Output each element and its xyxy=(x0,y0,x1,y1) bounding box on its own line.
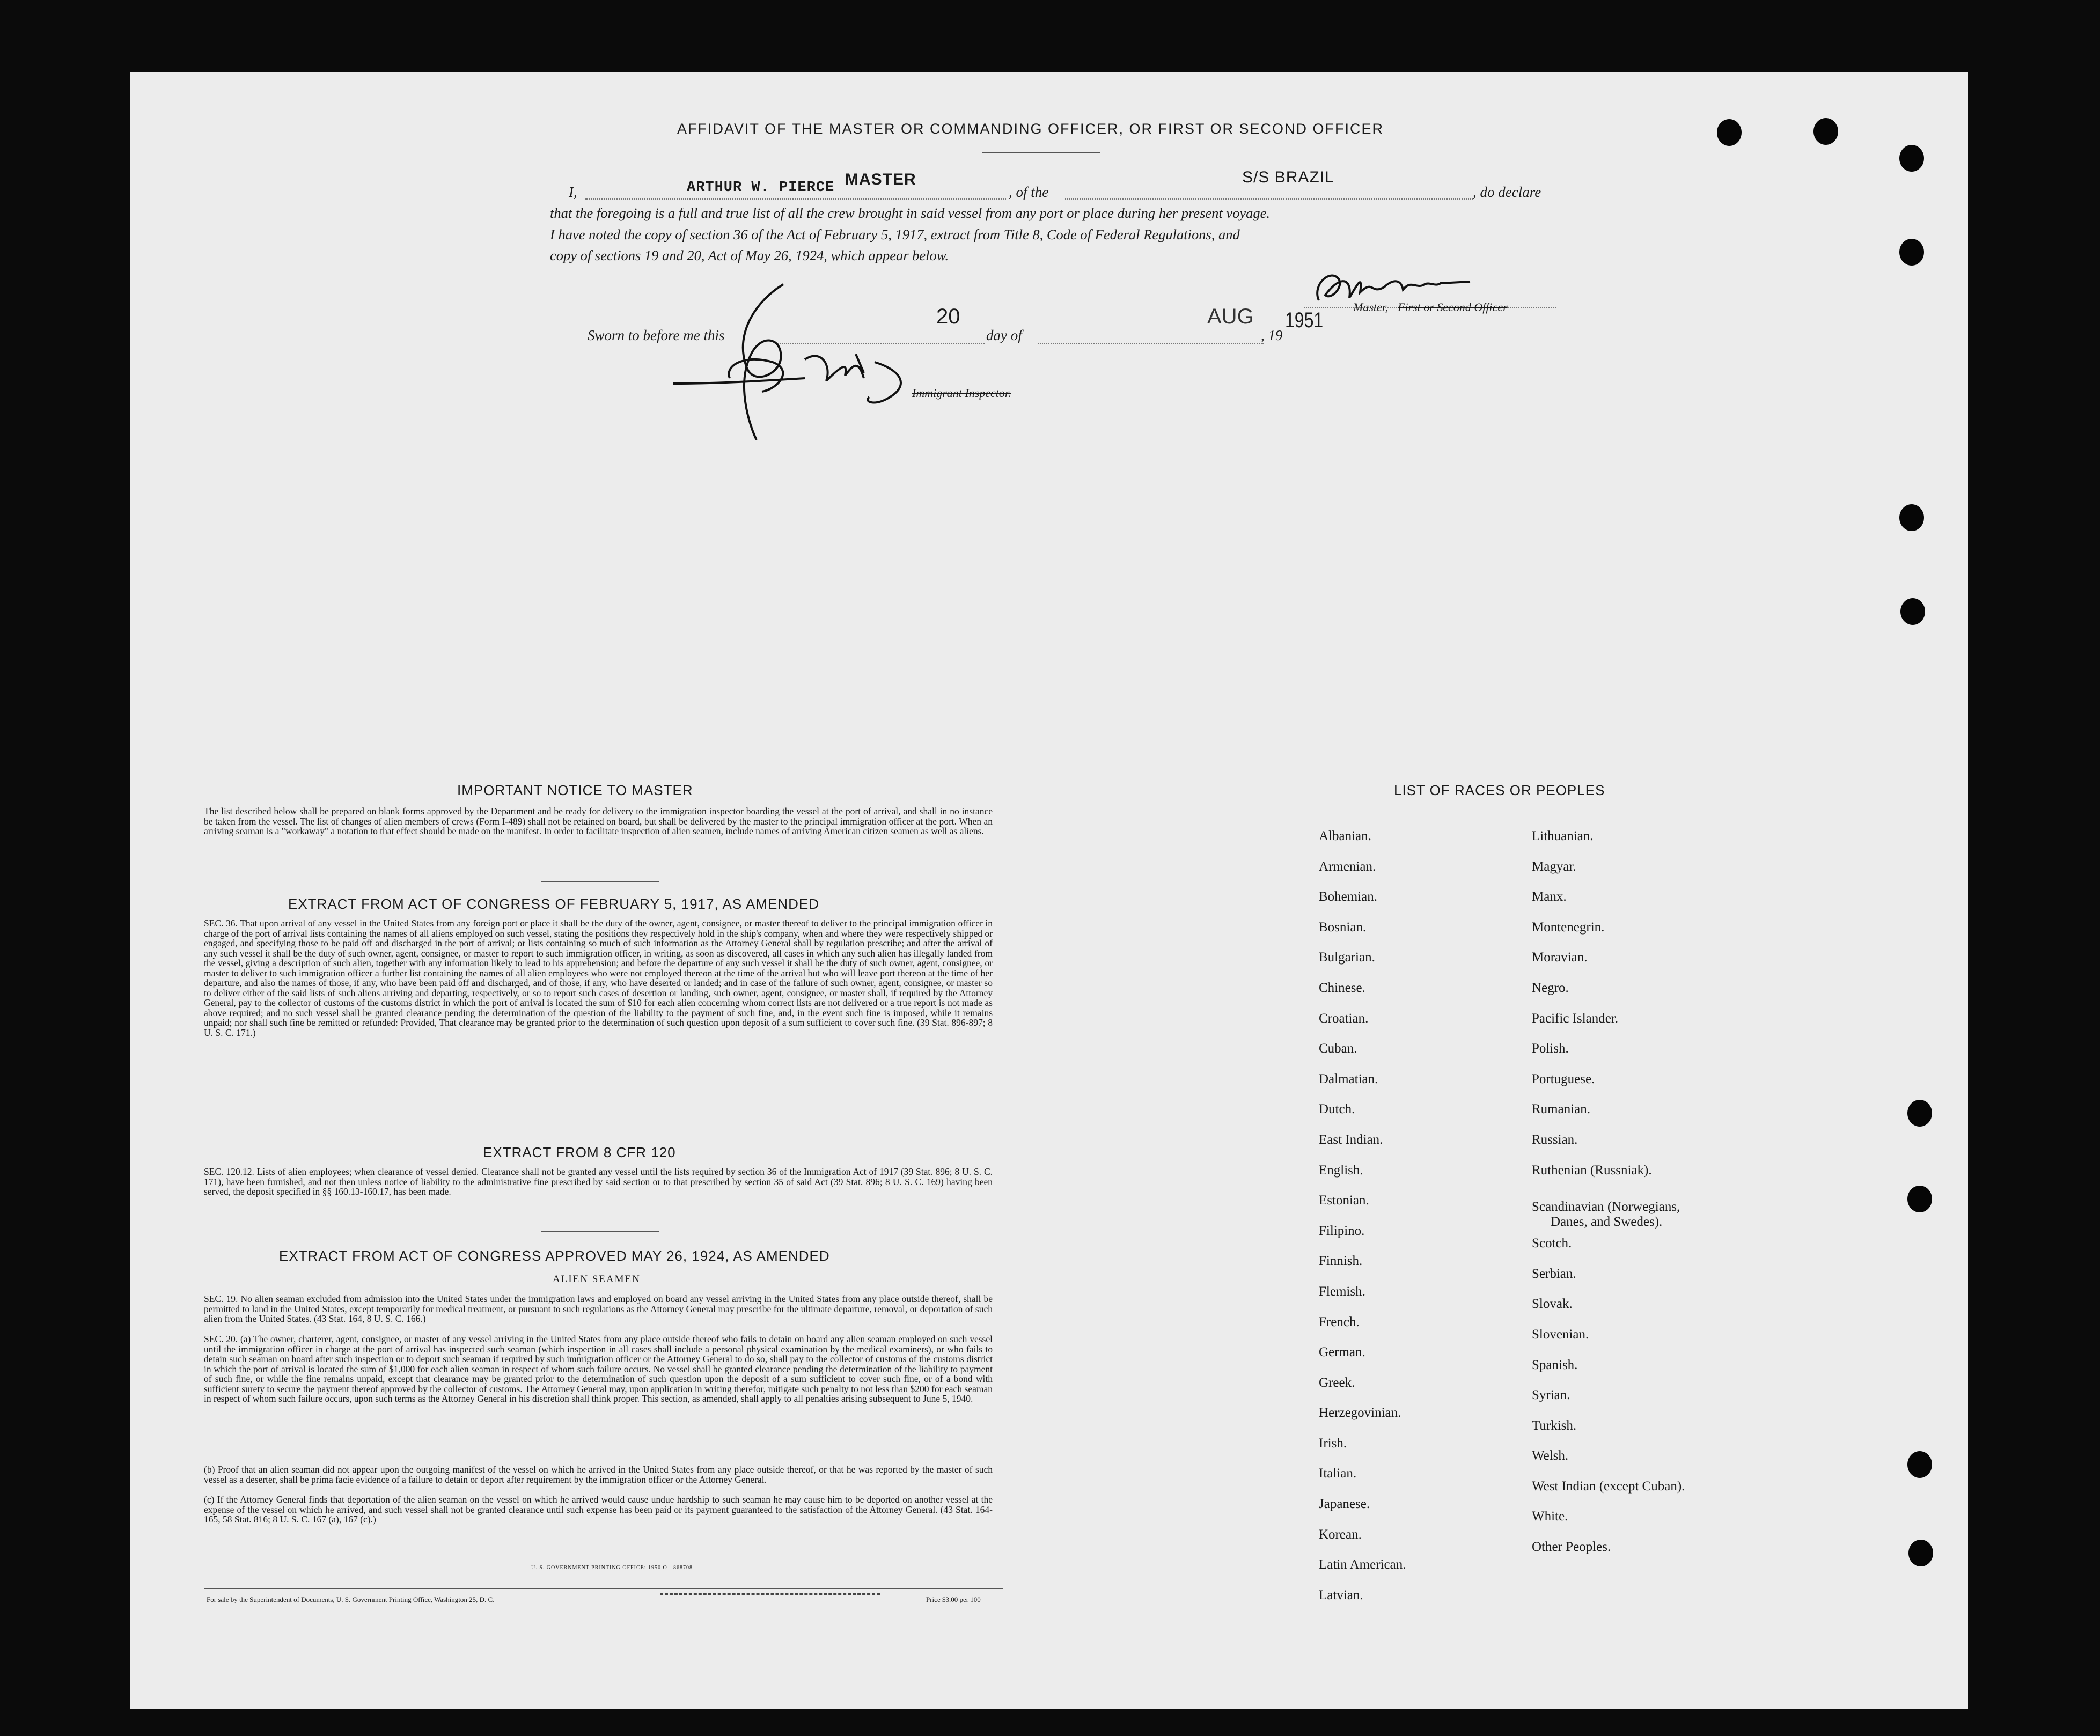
race-item: Polish. xyxy=(1532,1041,1569,1056)
race-item: Estonian. xyxy=(1319,1193,1369,1208)
i-label: I, xyxy=(569,184,577,200)
races-title: LIST OF RACES OR PEOPLES xyxy=(1394,782,1605,798)
vessel-name: S/S BRAZIL xyxy=(1242,168,1334,186)
race-item: Korean. xyxy=(1319,1527,1362,1542)
race-item: Irish. xyxy=(1319,1436,1347,1451)
name-field-line xyxy=(585,198,1006,200)
race-item: English. xyxy=(1319,1163,1363,1178)
race-item: Pacific Islander. xyxy=(1532,1011,1619,1026)
race-item: French. xyxy=(1319,1314,1360,1329)
race-item: Syrian. xyxy=(1532,1388,1570,1403)
race-item: Japanese. xyxy=(1319,1497,1370,1512)
year-prefix: , 19 xyxy=(1261,327,1283,343)
footer-dashes xyxy=(660,1593,880,1595)
punch-hole-4 xyxy=(1899,239,1924,266)
affidavit-line-2: that the foregoing is a full and true list of all the crew brought in said vessel from any port or place during her present voyage. xyxy=(550,205,1271,221)
race-item: Slovak. xyxy=(1532,1297,1573,1312)
affidavit-title: AFFIDAVIT OF THE MASTER OR COMMANDING OFFICER, OR FIRST OR SECOND OFFICER xyxy=(677,121,1384,137)
race-item: Lithuanian. xyxy=(1532,829,1594,843)
race-item: Bulgarian. xyxy=(1319,950,1375,965)
race-item: Ruthenian (Russniak). xyxy=(1532,1163,1652,1178)
footer-rule xyxy=(204,1588,1003,1589)
races-right-column xyxy=(1532,829,1685,1570)
race-item: West Indian (except Cuban). xyxy=(1532,1478,1685,1494)
sworn-day: 20 xyxy=(936,305,960,328)
extract-cfr-title: EXTRACT FROM 8 CFR 120 xyxy=(483,1144,676,1160)
race-item: German. xyxy=(1319,1345,1365,1360)
race-item: Bohemian. xyxy=(1319,889,1378,904)
race-item: Scandinavian (Norwegians, xyxy=(1532,1200,1680,1215)
race-item: White. xyxy=(1532,1509,1568,1524)
master-name: ARTHUR W. PIERCE xyxy=(687,180,835,196)
inspector-signature xyxy=(671,268,950,451)
sworn-year: 1951 xyxy=(1285,308,1324,332)
punch-hole-9 xyxy=(1907,1451,1932,1478)
punch-hole-6 xyxy=(1900,598,1925,625)
sworn-label: Sworn to before me this xyxy=(588,327,725,343)
race-item: Cuban. xyxy=(1319,1041,1357,1056)
punch-hole-5 xyxy=(1899,504,1924,531)
race-item: Dutch. xyxy=(1319,1102,1355,1117)
race-item: Scotch. xyxy=(1532,1236,1572,1251)
printer-imprint: U. S. GOVERNMENT PRINTING OFFICE: 1950 O - 868708 xyxy=(531,1565,693,1571)
race-item: Dalmatian. xyxy=(1319,1071,1378,1086)
race-item: Other Peoples. xyxy=(1532,1540,1611,1555)
punch-hole-3 xyxy=(1899,145,1924,172)
race-item: Serbian. xyxy=(1532,1266,1576,1281)
extract-1924-sec20a: SEC. 20. (a) The owner, charterer, agent, consignee, or master of any vessel arriving in the United States from any place outside thereof who fails to detain on board any alien seaman employed on such vessel until the immigration officer in charge at the port of arrival has inspected such seaman (which inspection in all cases shall include a personal physical examination by the medical examiners), or who fails to detain such seaman on board after such inspection or to deport such seaman if required by such immigration officer or the Attorney General to do so, shall pay to the collector of customs of the customs district in which the port of arrival is located the sum of $1,000 for each alien seaman in respect of whom such failure occurs. No vessel shall be granted clearance pending the determination of the liability to payment of such fine, or while the fine remains unpaid, except that clearance may be granted prior to the determination of such question upon the deposit of a sum sufficient to cover such fine, or of a bond with sufficient surety to secure the payment thereof approved by the collector of customs. The Attorney General may, upon application in writing therefor, mitigate such penalty to not less than $200 for each seaman in respect of whom such failure occurs, upon such terms as the Attorney General in his discretion shall think proper. This section, as amended, shall apply to all penalties arising subsequent to June 5, 1940. xyxy=(204,1334,993,1404)
notice-title: IMPORTANT NOTICE TO MASTER xyxy=(457,782,693,798)
cfr-rule xyxy=(541,1231,659,1232)
do-declare-label: , do declare xyxy=(1473,184,1541,200)
extract-1924-sec20c: (c) If the Attorney General finds that deportation of the alien seaman on the vessel on which he arrived would cause undue hardship to such seaman he may cause him to be deported on another vessel at the expense of the vessel on which he arrived, and such vessel shall not be granted clearance until such expense has been paid or its payment guaranteed to the satisfaction of the Attorney General. (43 Stat. 164-165, 58 Stat. 816; 8 U. S. C. 167 (a), 167 (c).) xyxy=(204,1494,993,1525)
race-item: East Indian. xyxy=(1319,1132,1383,1147)
inspector-title: Immigrant Inspector. xyxy=(912,386,1011,400)
races-left-column xyxy=(1319,829,1406,1618)
race-item: Greek. xyxy=(1319,1375,1355,1390)
extract-1924-title: EXTRACT FROM ACT OF CONGRESS APPROVED MAY 26, 1924, AS AMENDED xyxy=(279,1248,830,1264)
race-item: Latvian. xyxy=(1319,1587,1363,1602)
race-item: Rumanian. xyxy=(1532,1102,1591,1117)
month-field-line xyxy=(1038,343,1264,344)
of-the-label: , of the xyxy=(1009,184,1049,200)
race-item: Moravian. xyxy=(1532,950,1588,965)
race-item: Herzegovinian. xyxy=(1319,1406,1401,1421)
struck-officer-title: First or Second Officer xyxy=(1398,300,1508,314)
master-capacity: MASTER xyxy=(845,171,916,188)
race-item: Armenian. xyxy=(1319,859,1376,874)
race-item: Italian. xyxy=(1319,1466,1357,1481)
vessel-field-line xyxy=(1065,198,1473,200)
punch-hole-10 xyxy=(1908,1540,1933,1566)
race-item: Filipino. xyxy=(1319,1223,1365,1238)
race-item: Russian. xyxy=(1532,1132,1578,1147)
punch-hole-8 xyxy=(1907,1186,1932,1212)
extract-1917-text: SEC. 36. That upon arrival of any vessel in the United States from any foreign port or place it shall be the duty of the owner, agent, consignee, or master thereof to deliver to the principal immigration officer in charge of the port of arrival lists containing the names of all aliens employed on such vessel, stating the positions they respectively hold in the ship's company, when and where they were respectively shipped or engaged, and specifying those to be paid off and discharged in the port of arrival; or lists containing so much of such information as the Attorney General shall by regulation prescribe; and after the arrival of any such vessel it shall be the duty of such owner, agent, consignee, or master to report to such immigration officer, in writing, as soon as discovered, all cases in which any such alien has illegally landed from the vessel, giving a description of such alien, together with any information likely to lead to his apprehension; and before the departure of any such vessel it shall be the duty of such owner, agent, consignee, or master to deliver to such immigration officer a further list containing the names of all alien employees who were not employed thereon at the time of the arrival but who will leave port thereon at the time of her departure, and also the names of those, if any, who have been paid off and discharged, and of those, if any, who have deserted or landed; and in case of the failure of such owner, agent, consignee, or master so to deliver either of the said lists of such aliens arriving and departing, respectively, or so to report such cases of desertion or landing, such owner, agent, consignee, or master shall, if required by the Attorney General, pay to the collector of customs of the customs district in which the port of arrival is located the sum of $10 for each alien concerning whom correct lists are not delivered or a true report is not made as above required; and no such vessel shall be granted clearance pending the determination of the question of the liability to the payment of such fine, and, in the event such fine is imposed, while it remains unpaid; nor shall such fine be remitted or refunded: Provided, That clearance may be granted prior to the determination of such question upon deposit of a sum sufficient to cover such fine. (39 Stat. 896-897; 8 U. S. C. 171.) xyxy=(204,918,993,1038)
race-item: Negro. xyxy=(1532,980,1569,995)
notice-text: The list described below shall be prepared on blank forms approved by the Department and be ready for delivery to the immigration inspector boarding the vessel at the port of arrival, and shall in no instance be taken from the vessel. The list of changes of alien members of crews (Form I-489) shall not be retained on board, but shall be delivered by the master to the principal immigration officer at the port. When an arriving seaman is a "workaway" a notation to that effect should be made on the manifest. In order to facilitate inspection of alien seamen, include names of arriving American citizen seamen as well as aliens. xyxy=(204,806,993,836)
race-item: Finnish. xyxy=(1319,1254,1363,1269)
extract-1924-sec20b: (b) Proof that an alien seaman did not appear upon the outgoing manifest of the vessel on which he arrived in the United States from any place outside thereof, or that he was reported by the master of such vessel as a deserter, shall be prima facie evidence of a failure to detain or deport after requirement by the immigration officer or the Attorney General. xyxy=(204,1464,993,1485)
race-item: Flemish. xyxy=(1319,1284,1365,1299)
race-item: Portuguese. xyxy=(1532,1071,1595,1086)
footer-left: For sale by the Superintendent of Documents, U. S. Government Printing Office, Washington 25, D. C. xyxy=(207,1595,495,1603)
race-item: Magyar. xyxy=(1532,859,1576,874)
affidavit-line-3: I have noted the copy of section 36 of the Act of February 5, 1917, extract from Title 8, Code of Federal Regulations, and xyxy=(550,226,1240,242)
race-item: Slovenian. xyxy=(1532,1327,1589,1342)
title-rule xyxy=(982,152,1100,153)
footer-right: Price $3.00 per 100 xyxy=(926,1595,981,1603)
race-item: Bosnian. xyxy=(1319,920,1367,935)
race-item: Manx. xyxy=(1532,889,1567,904)
race-item: Chinese. xyxy=(1319,980,1365,995)
sworn-month: AUG xyxy=(1207,305,1254,328)
race-item: Spanish. xyxy=(1532,1357,1578,1372)
punch-hole-1 xyxy=(1717,119,1742,146)
race-item: Danes, and Swedes). xyxy=(1551,1215,1663,1230)
master-title: Master, xyxy=(1353,300,1389,314)
extract-cfr-text: SEC. 120.12. Lists of alien employees; when clearance of vessel denied. Clearance shall not be granted any vessel until the lists required by section 36 of the Immigration Act of 1917 (39 Stat. 896; 8 U. S. C. 171), have been furnished, and not then unless notice of liability to the administrative fine prescribed by said section or to that prescribed by section 35 of said Act (39 Stat. 896; 8 U. S. C. 169) having been served, the deposit specified in §§ 160.13-160.17, has been made. xyxy=(204,1166,993,1197)
race-item: Croatian. xyxy=(1319,1011,1369,1026)
extract-1924-subtitle: ALIEN SEAMEN xyxy=(553,1274,641,1285)
day-of-label: day of xyxy=(986,327,1022,343)
race-item: Albanian. xyxy=(1319,829,1371,843)
punch-hole-7 xyxy=(1907,1100,1932,1127)
race-item: Montenegrin. xyxy=(1532,920,1605,935)
race-item: Turkish. xyxy=(1532,1418,1577,1433)
race-item: Latin American. xyxy=(1319,1557,1406,1572)
affidavit-line-4: copy of sections 19 and 20, Act of May 26, 1924, which appear below. xyxy=(550,247,949,263)
extract-1917-title: EXTRACT FROM ACT OF CONGRESS OF FEBRUARY 5, 1917, AS AMENDED xyxy=(288,896,819,912)
extract-1924-sec19: SEC. 19. No alien seaman excluded from admission into the United States under the immigration laws and employed on board any vessel arriving in the United States from any place outside thereof, shall be permitted to land in the United States, except temporarily for medical treatment, or pursuant to such regulations as the Attorney General may prescribe for the ultimate departure, removal, or deportation of such alien from the United States. (43 Stat. 164, 8 U. S. C. 166.) xyxy=(204,1293,993,1324)
punch-hole-2 xyxy=(1813,118,1838,145)
race-item: Welsh. xyxy=(1532,1448,1569,1463)
document-page xyxy=(130,72,1968,1709)
notice-rule xyxy=(541,881,659,882)
